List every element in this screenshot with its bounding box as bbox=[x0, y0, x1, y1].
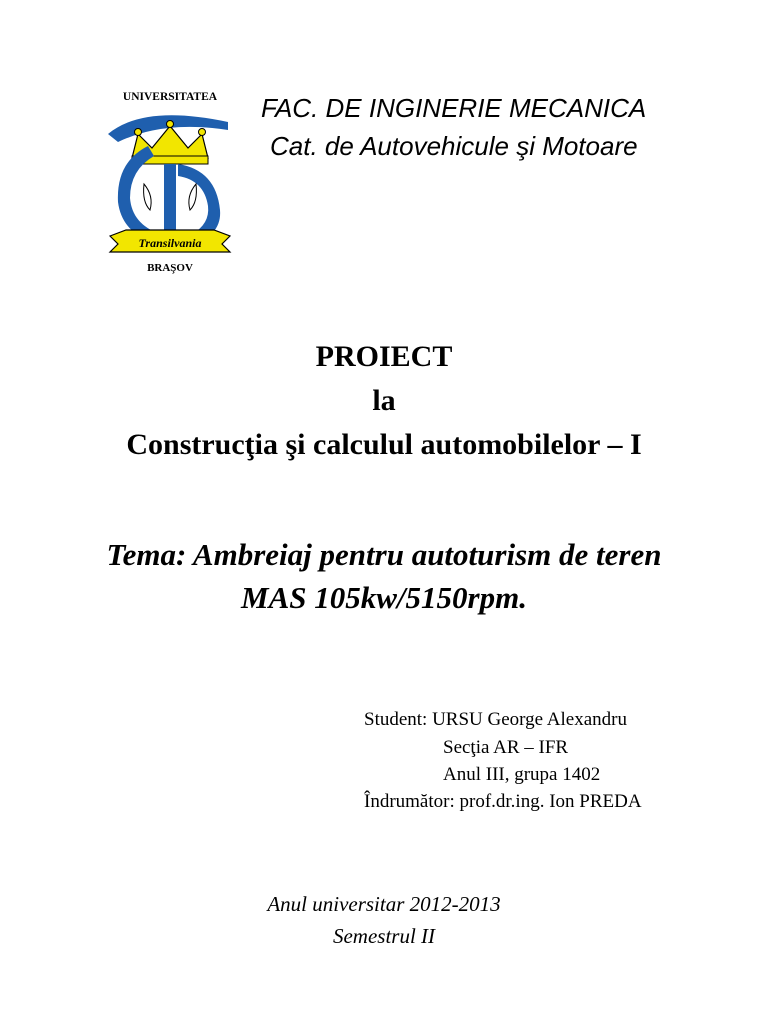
title-proiect: PROIECT bbox=[315, 340, 453, 373]
title-course: Construcţia şi calculul automobilelor – I bbox=[126, 428, 642, 461]
university-seal-icon bbox=[104, 84, 236, 276]
academic-year: Anul universitar 2012-2013 bbox=[267, 892, 501, 916]
student-year-group: Anul III, grupa 1402 bbox=[443, 764, 601, 785]
supervisor: Îndrumător: prof.dr.ing. Ion PREDA bbox=[364, 791, 642, 812]
tema-line-2: MAS 105kw/5150rpm. bbox=[241, 580, 527, 615]
title-la: la bbox=[372, 384, 396, 417]
student-section: Secţia AR – IFR bbox=[443, 737, 569, 758]
logo-bottom-text: BRAŞOV bbox=[147, 262, 193, 274]
student-name: Student: URSU George Alexandru bbox=[364, 709, 627, 730]
logo-banner-text: Transilvania bbox=[138, 236, 202, 250]
tema-line-1: Tema: Ambreiaj pentru autoturism de teren bbox=[106, 537, 662, 572]
faculty-name: FAC. DE INGINERIE MECANICA bbox=[261, 93, 647, 123]
university-logo bbox=[104, 84, 236, 276]
department-name: Cat. de Autovehicule şi Motoare bbox=[270, 131, 638, 161]
logo-top-text: UNIVERSITATEA bbox=[122, 91, 218, 103]
semester: Semestrul II bbox=[332, 924, 436, 948]
